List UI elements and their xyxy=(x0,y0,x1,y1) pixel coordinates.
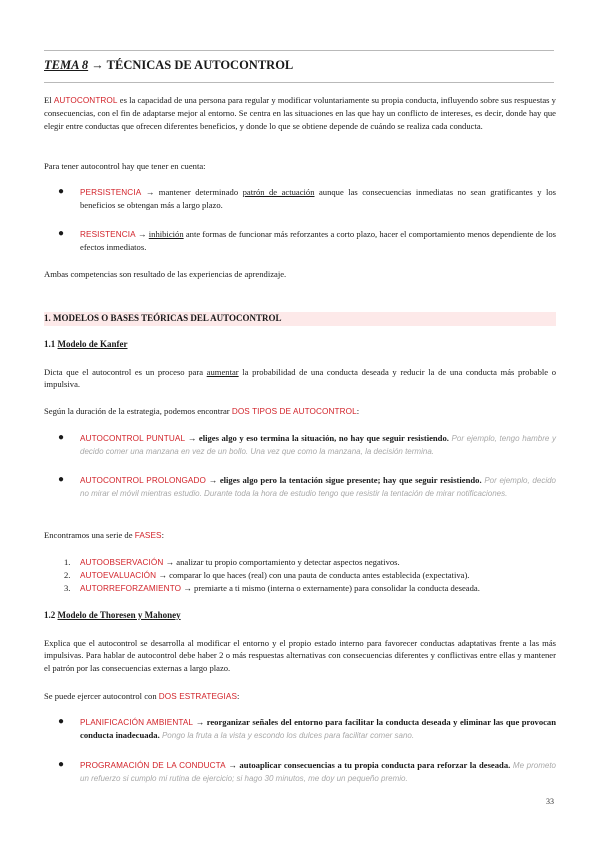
subsection-number: 1.2 xyxy=(44,610,58,620)
fases-keyword: FASES xyxy=(134,531,162,540)
phase-keyword: AUTOEVALUACIÓN xyxy=(80,571,157,580)
bullet-text: → mantener determinado xyxy=(141,187,243,197)
autocontrol-keyword: AUTOCONTROL xyxy=(53,96,118,105)
thoresen-definition: Explica que el autocontrol se desarrolla al modificar el entorno y el propio estado interno para favorecer conductas adaptativas frente a las más impulsivas. Para hablar de autocontrol debe haber 2 o más respuestas alternativas con consecuencias diferentes y conflictivas entre ellas y mantener el patrón por las consecuencias externas a largo plazo. xyxy=(44,638,556,673)
subsection-name: Modelo de Thoresen y Mahoney xyxy=(57,610,181,620)
bullet-persistencia xyxy=(80,186,556,212)
phase-autorreforzamiento xyxy=(80,582,556,595)
type-autocontrol-puntual xyxy=(80,432,556,459)
bullet-icon: ● xyxy=(58,228,65,239)
strategy-planificacion-ambiental xyxy=(80,716,556,743)
page-number: 33 xyxy=(546,797,554,806)
phases-intro xyxy=(44,529,556,542)
intro-text-a: El xyxy=(44,95,54,105)
dos-tipos-keyword: DOS TIPOS DE AUTOCONTROL xyxy=(231,407,357,416)
phase-autoobservacion xyxy=(80,556,556,569)
underlined-term: aumentar xyxy=(206,367,239,377)
bullet-icon: ● xyxy=(58,716,65,727)
phase-text: → analizar tu propio comportamiento y detectar aspectos negativos. xyxy=(163,557,400,567)
page-title xyxy=(44,58,293,73)
phase-number: 3. xyxy=(64,583,71,593)
strategy-programacion-conducta xyxy=(80,759,556,786)
strategy-keyword: PLANIFICACIÓN AMBIENTAL xyxy=(80,718,194,727)
phase-keyword: AUTOOBSERVACIÓN xyxy=(80,558,164,567)
persistencia-keyword: PERSISTENCIA xyxy=(80,188,142,197)
dos-estrategias-keyword: DOS ESTRATEGIAS xyxy=(158,692,238,701)
strategies-text: : xyxy=(237,691,240,701)
intro-paragraph xyxy=(44,94,556,132)
strategy-text: → autoaplicar consecuencias a tu propia conducta para reforzar la deseada. xyxy=(225,760,511,770)
subsection-thoresen-title xyxy=(44,610,181,620)
kanfer-types-intro xyxy=(44,405,556,418)
phase-text: → premiarte a ti mismo (interna o externamente) para consolidar la conducta deseada. xyxy=(181,583,480,593)
type-autocontrol-prolongado xyxy=(80,474,556,501)
bullet-icon: ● xyxy=(58,432,65,443)
strategy-text: → reorganizar señales del entorno para facilitar la conducta deseada y eliminar las que provocan conducta inadecuada. xyxy=(80,717,557,741)
kanfer-text: Según la duración de la estrategia, podemos encontrar xyxy=(44,406,232,416)
type-text: → eliges algo pero la tentación sigue presente; hay que seguir resistiendo. xyxy=(205,475,482,485)
puntual-keyword: AUTOCONTROL PUNTUAL xyxy=(80,434,186,443)
intro-conclusion: Ambas competencias son resultado de las experiencias de aprendizaje. xyxy=(44,269,287,279)
title-text: → TÉCNICAS DE AUTOCONTROL xyxy=(88,58,294,72)
underlined-term: inhibición xyxy=(148,229,184,239)
phase-autoevaluacion xyxy=(80,569,556,582)
phase-keyword: AUTORREFORZAMIENTO xyxy=(80,584,182,593)
kanfer-text: : xyxy=(356,406,360,416)
subsection-kanfer-title xyxy=(44,339,128,349)
phase-number: 2. xyxy=(64,570,71,580)
example-text: Por ejemplo, tengo hambre y decido comer una manzana en vez de un bollo. Una vez que como la manzana, la decisión termina. xyxy=(80,434,556,457)
kanfer-text: Dicta que el autocontrol es un proceso para xyxy=(44,367,207,377)
tema-label: TEMA 8 xyxy=(44,58,89,72)
bullet-icon: ● xyxy=(58,186,65,197)
bullet-icon: ● xyxy=(58,474,65,485)
phases-text: Encontramos una serie de xyxy=(44,530,135,540)
intro-text-b: es la capacidad de una persona para regular y modificar voluntariamente su propia conducta, influyendo sobre sus respuestas y consecuencias, con el fin de adaptarse mejor al entorno. Se centra en las situaciones en las que hay un conflicto de intereses, es decir, donde hay que elegir entre conductas que ofrecen diferentes beneficios, y donde lo que se obtiene depende de cuándo se realiza cada conducta. xyxy=(44,95,556,131)
strategies-text: Se puede ejercer autocontrol con xyxy=(44,691,159,701)
phases-text: : xyxy=(161,530,164,540)
type-text: → eliges algo y eso termina la situación, no hay que seguir resistiendo. xyxy=(185,433,449,443)
title-rule xyxy=(44,82,554,83)
phase-text: → comparar lo que haces (real) con una pauta de conducta antes establecida (expectativa). xyxy=(156,570,470,580)
bullet-text: aunque las consecuencias inmediatas no sean gratificantes y los beneficios se obtengan más a largo plazo. xyxy=(80,187,556,211)
subsection-name: Modelo de Kanfer xyxy=(57,339,128,349)
bullet-resistencia xyxy=(80,228,556,254)
resistencia-keyword: RESISTENCIA xyxy=(80,230,136,239)
prolongado-keyword: AUTOCONTROL PROLONGADO xyxy=(80,476,206,485)
kanfer-text: la probabilidad de una conducta deseada y reducir la de una conducta más probable o impulsiva. xyxy=(44,367,557,390)
bullet-text: → xyxy=(135,229,149,239)
strategy-keyword: PROGRAMACIÓN DE LA CONDUCTA xyxy=(80,761,226,770)
example-text: Por ejemplo, decido no mirar el móvil mientras estudio. Durante toda la hora de estudio tengo que resistir la tentación de mirar notificaciones. xyxy=(80,476,556,499)
bullet-text: ante formas de funcionar más reforzantes a corto plazo, hacer el comportamiento menos dependiente de los efectos inmediatos. xyxy=(80,229,556,253)
section-1-title: 1. MODELOS O BASES TEÓRICAS DEL AUTOCONTROL xyxy=(44,313,282,323)
underlined-term: patrón de actuación xyxy=(242,187,315,197)
strategies-intro xyxy=(44,690,556,703)
intro-requirements: Para tener autocontrol hay que tener en cuenta: xyxy=(44,161,206,171)
kanfer-definition xyxy=(44,366,556,391)
top-rule xyxy=(44,50,554,51)
example-text: Pongo la fruta a la vista y escondo los dulces para facilitar comer sano. xyxy=(159,731,415,741)
subsection-number: 1.1 xyxy=(44,339,58,349)
example-text: Me prometo un refuerzo si cumplo mi rutina de ejercicio; si hago 30 minutos, me doy un pequeño premio. xyxy=(80,761,557,784)
phase-number: 1. xyxy=(64,557,71,567)
bullet-icon: ● xyxy=(58,759,65,770)
